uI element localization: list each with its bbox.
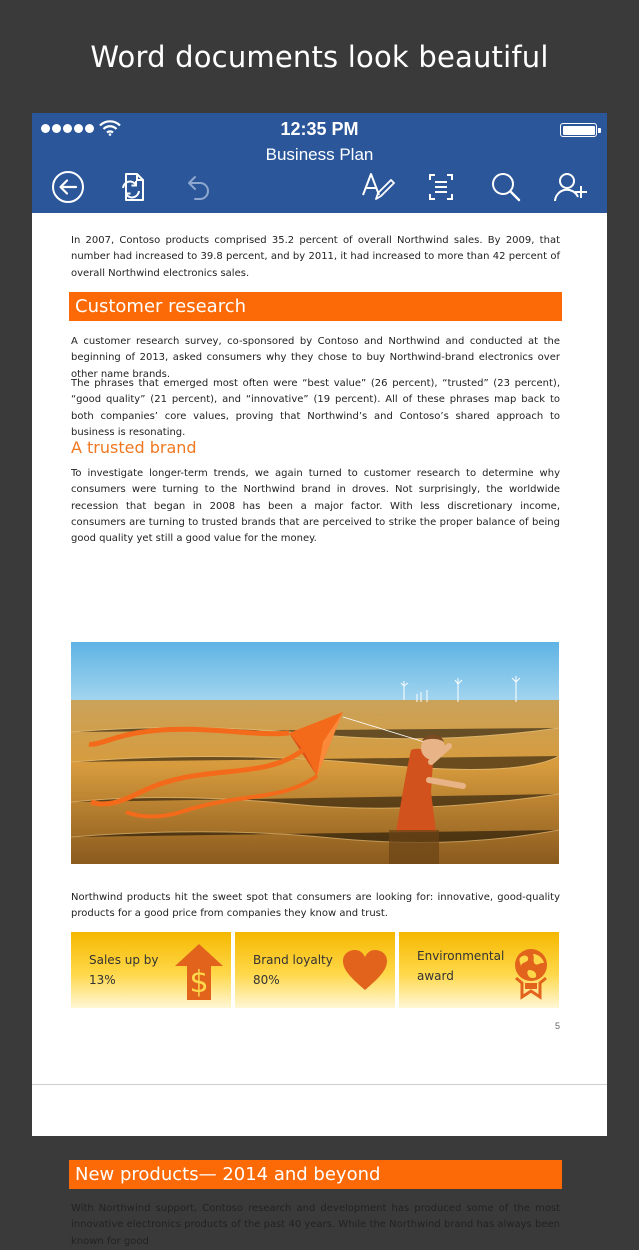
battery-icon [560,123,597,137]
sales-card [71,932,231,1008]
brand-loyalty-value: 80% [253,973,280,987]
device-screen [32,113,607,1247]
new-products-paragraph: With Northwind support, Contoso research and development has produced some of the most innovative electronics products of the past 40 years. While the Northwind brand has always been known for good [71,1203,560,1247]
search-icon [488,169,524,205]
dollar-arrow-icon [175,944,223,1000]
search-button[interactable] [486,167,526,207]
edit-button[interactable] [357,167,397,207]
back-button[interactable] [48,167,88,207]
environmental-award-label: Environmental [417,949,505,963]
toolbar [32,167,607,207]
environmental-award-card [399,932,559,1008]
sales-card-label: Sales up by [89,953,159,967]
trends-paragraph: To investigate longer-term trends, we again turned to customer research to determine why consumers were turning to the Northwind brand in droves. Not surprisingly, the worldwide recession that began in 2008 has been a major factor. With less discretionary income, consumers are turning to trusted brands that are perceived to strike the proper balance of being good quality yet still a good value for the money. [71,468,560,545]
environmental-award-value: award [417,969,454,983]
promo-title: Word documents look beautiful [90,40,549,74]
stats-cards [71,932,559,1008]
survey-paragraph: A customer research survey, co-sponsored by Contoso and Northwind and conducted at the beginning of 2013, asked consumers why they chose to buy Northwind-brand electronics over other name brands. [71,336,560,380]
heading-new-products: New products— 2014 and beyond [69,1160,562,1189]
kite-field-photo [71,642,559,864]
heading-customer-research: Customer research [69,292,562,321]
brand-loyalty-label: Brand loyalty [253,953,333,967]
brand-loyalty-card [235,932,395,1008]
globe-award-icon [511,948,551,998]
reading-view-icon [423,169,459,205]
sync-file-icon [115,169,151,205]
page-number: 5 [554,1021,560,1031]
share-icon [552,169,588,205]
sales-card-value: 13% [89,973,116,987]
status-bar [32,119,607,139]
status-time: 12:35 PM [280,119,359,139]
share-button[interactable] [550,167,590,207]
reading-view-button[interactable] [421,167,461,207]
heart-icon [343,950,387,990]
document-title: Business Plan [265,145,374,164]
page-break [32,1084,607,1085]
undo-icon [179,169,215,205]
sweet-spot-paragraph: Northwind products hit the sweet spot that consumers are looking for: innovative, good-quality products for a good price from companies they know and trust. [71,892,560,920]
intro-paragraph: In 2007, Contoso products comprised 35.2 percent of overall Northwind sales. By 2009, that number had increased to 39.8 percent, and by 2011, it had increased to more than 42 percent of overall Northwind electronics sales. [71,235,560,279]
phrases-paragraph: The phrases that emerged most often were “best value” (26 percent), “trusted” (23 percent), “good quality” (21 percent), and “innovative” (19 percent). All of these phrases map back to both companies’ core values, proving that Northwind’s and Contoso’s shared approach to business is resonating. [71,378,560,438]
back-icon [50,169,86,205]
edit-icon [359,169,395,205]
sync-file-button[interactable] [113,167,153,207]
heading-trusted-brand: A trusted brand [71,438,197,457]
svg-text:$: $ [189,965,209,1000]
undo-button[interactable] [177,167,217,207]
app-header [32,113,607,213]
